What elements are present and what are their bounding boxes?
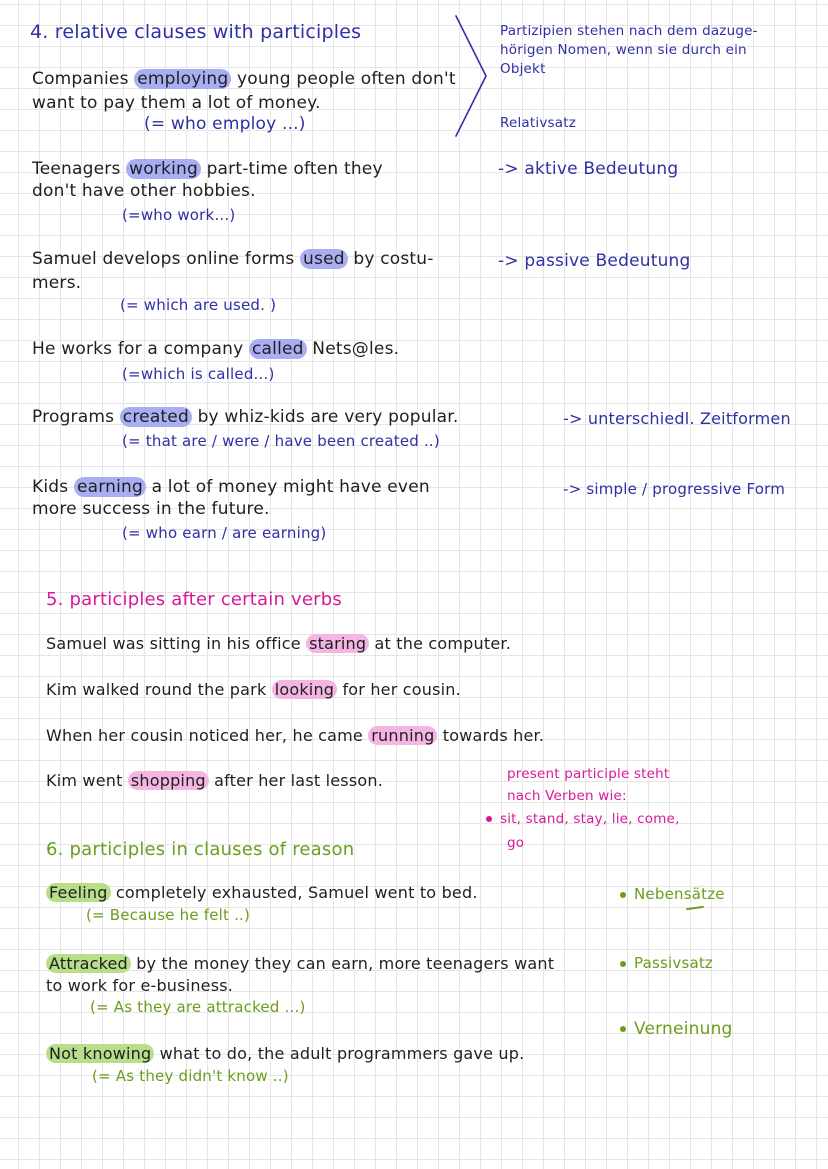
highlight-word: employing bbox=[134, 69, 231, 89]
rewrite-hint: (=who work...) bbox=[122, 206, 236, 224]
sentence-continuation: don't have other hobbies. bbox=[32, 181, 256, 201]
sentence-line bbox=[46, 635, 511, 653]
sentence-line bbox=[46, 727, 544, 745]
highlight-word: looking bbox=[272, 680, 337, 699]
sentence-line bbox=[46, 1045, 524, 1063]
text: Samuel develops online forms bbox=[32, 249, 295, 269]
sentence-continuation: to work for e-business. bbox=[46, 976, 234, 995]
text: after her last lesson. bbox=[214, 771, 383, 790]
text: completely exhausted, Samuel went to bed. bbox=[115, 883, 478, 902]
text: Samuel was sitting in his office bbox=[46, 634, 301, 653]
sentence-continuation: want to pay them a lot of money. bbox=[32, 93, 321, 113]
text: Kids bbox=[32, 477, 69, 497]
text: at the computer. bbox=[374, 634, 511, 653]
note-passive: -> passive Bedeutung bbox=[498, 251, 691, 271]
text: Teenagers bbox=[32, 159, 121, 179]
text: Nets@les. bbox=[312, 339, 400, 359]
bullet-verneinung bbox=[620, 1020, 733, 1040]
rewrite-hint: (=which is called...) bbox=[122, 365, 275, 383]
bullet-icon bbox=[620, 892, 626, 898]
rewrite-hint: (= who earn / are earning) bbox=[122, 524, 327, 542]
highlight-word: called bbox=[249, 339, 307, 359]
rewrite-hint: (= who employ ...) bbox=[144, 114, 306, 134]
text: a lot of money might have even bbox=[151, 477, 430, 497]
highlight-word: Feeling bbox=[46, 883, 111, 902]
bullet-nebensaetze bbox=[620, 886, 725, 903]
text: Companies bbox=[32, 69, 129, 89]
note-present-participle-2: nach Verben wie: bbox=[507, 788, 627, 804]
rewrite-hint: (= which are used. ) bbox=[120, 296, 277, 314]
text: by the money they can earn, more teenagers want bbox=[136, 954, 555, 973]
section4-heading: 4. relative clauses with participles bbox=[30, 21, 362, 43]
text: When her cousin noticed her, he came bbox=[46, 726, 363, 745]
note-present-participle-1: present participle steht bbox=[507, 766, 670, 782]
bullet-passivsatz bbox=[620, 955, 713, 972]
text: Passivsatz bbox=[634, 954, 713, 972]
sentence-continuation: more success in the future. bbox=[32, 499, 270, 519]
note-aktive: -> aktive Bedeutung bbox=[498, 159, 679, 179]
highlight-word: running bbox=[368, 726, 437, 745]
highlight-word: shopping bbox=[128, 771, 209, 790]
note-participles-2: hörigen Nomen, wenn sie durch ein bbox=[500, 42, 747, 58]
sentence-line bbox=[32, 70, 456, 90]
sentence-line bbox=[32, 160, 383, 180]
sentence-line bbox=[46, 681, 461, 699]
note-relativsatz: Relativsatz bbox=[500, 115, 577, 131]
highlight-word: used bbox=[300, 249, 348, 269]
note-verb-list bbox=[486, 812, 680, 828]
sentence-line bbox=[32, 408, 459, 428]
rewrite-hint: (= that are / were / have been created ..) bbox=[122, 432, 440, 450]
highlight-word: created bbox=[120, 407, 192, 427]
bullet-icon bbox=[620, 961, 626, 967]
rewrite-hint: (= As they are attracked ...) bbox=[90, 998, 306, 1016]
sentence-line bbox=[46, 955, 554, 973]
text: Verneinung bbox=[634, 1019, 733, 1039]
bullet-icon bbox=[486, 816, 492, 822]
text: by costu- bbox=[353, 249, 434, 269]
text: Kim went bbox=[46, 771, 123, 790]
note-participles-3: Objekt bbox=[500, 61, 546, 77]
text: by whiz-kids are very popular. bbox=[197, 407, 459, 427]
text: what to do, the adult programmers gave up. bbox=[159, 1044, 525, 1063]
text: for her cousin. bbox=[342, 680, 461, 699]
highlight-word: Attracked bbox=[46, 954, 131, 973]
rewrite-hint: (= As they didn't know ..) bbox=[92, 1067, 289, 1085]
underline-mark bbox=[686, 906, 704, 910]
text: towards her. bbox=[442, 726, 545, 745]
bullet-icon bbox=[620, 1026, 626, 1032]
rewrite-hint: (= Because he felt ..) bbox=[86, 906, 251, 924]
note-verb-list-cont: go bbox=[507, 835, 525, 851]
highlight-word: staring bbox=[306, 634, 369, 653]
highlight-word: Not knowing bbox=[46, 1044, 154, 1063]
note-zeitformen: -> unterschiedl. Zeitformen bbox=[563, 409, 791, 428]
text: Kim walked round the park bbox=[46, 680, 267, 699]
text: He works for a company bbox=[32, 339, 244, 359]
sentence-line bbox=[32, 250, 434, 270]
text: sit, stand, stay, lie, come, bbox=[500, 811, 680, 827]
sentence-line bbox=[32, 340, 399, 360]
text: part-time often they bbox=[206, 159, 383, 179]
section6-heading: 6. participles in clauses of reason bbox=[46, 839, 355, 860]
text: Programs bbox=[32, 407, 115, 427]
text: young people often don't bbox=[236, 69, 456, 89]
sentence-line bbox=[46, 884, 478, 902]
sentence-continuation: mers. bbox=[32, 273, 82, 293]
note-simple-progressive: -> simple / progressive Form bbox=[563, 480, 786, 498]
note-participles-1: Partizipien stehen nach dem dazuge- bbox=[500, 23, 758, 39]
highlight-word: working bbox=[126, 159, 201, 179]
section5-heading: 5. participles after certain verbs bbox=[46, 589, 342, 610]
highlight-word: earning bbox=[74, 477, 146, 497]
sentence-line bbox=[46, 772, 383, 790]
text: Nebensätze bbox=[634, 885, 725, 903]
bracket-arrow-icon bbox=[452, 14, 492, 140]
sentence-line bbox=[32, 478, 430, 498]
